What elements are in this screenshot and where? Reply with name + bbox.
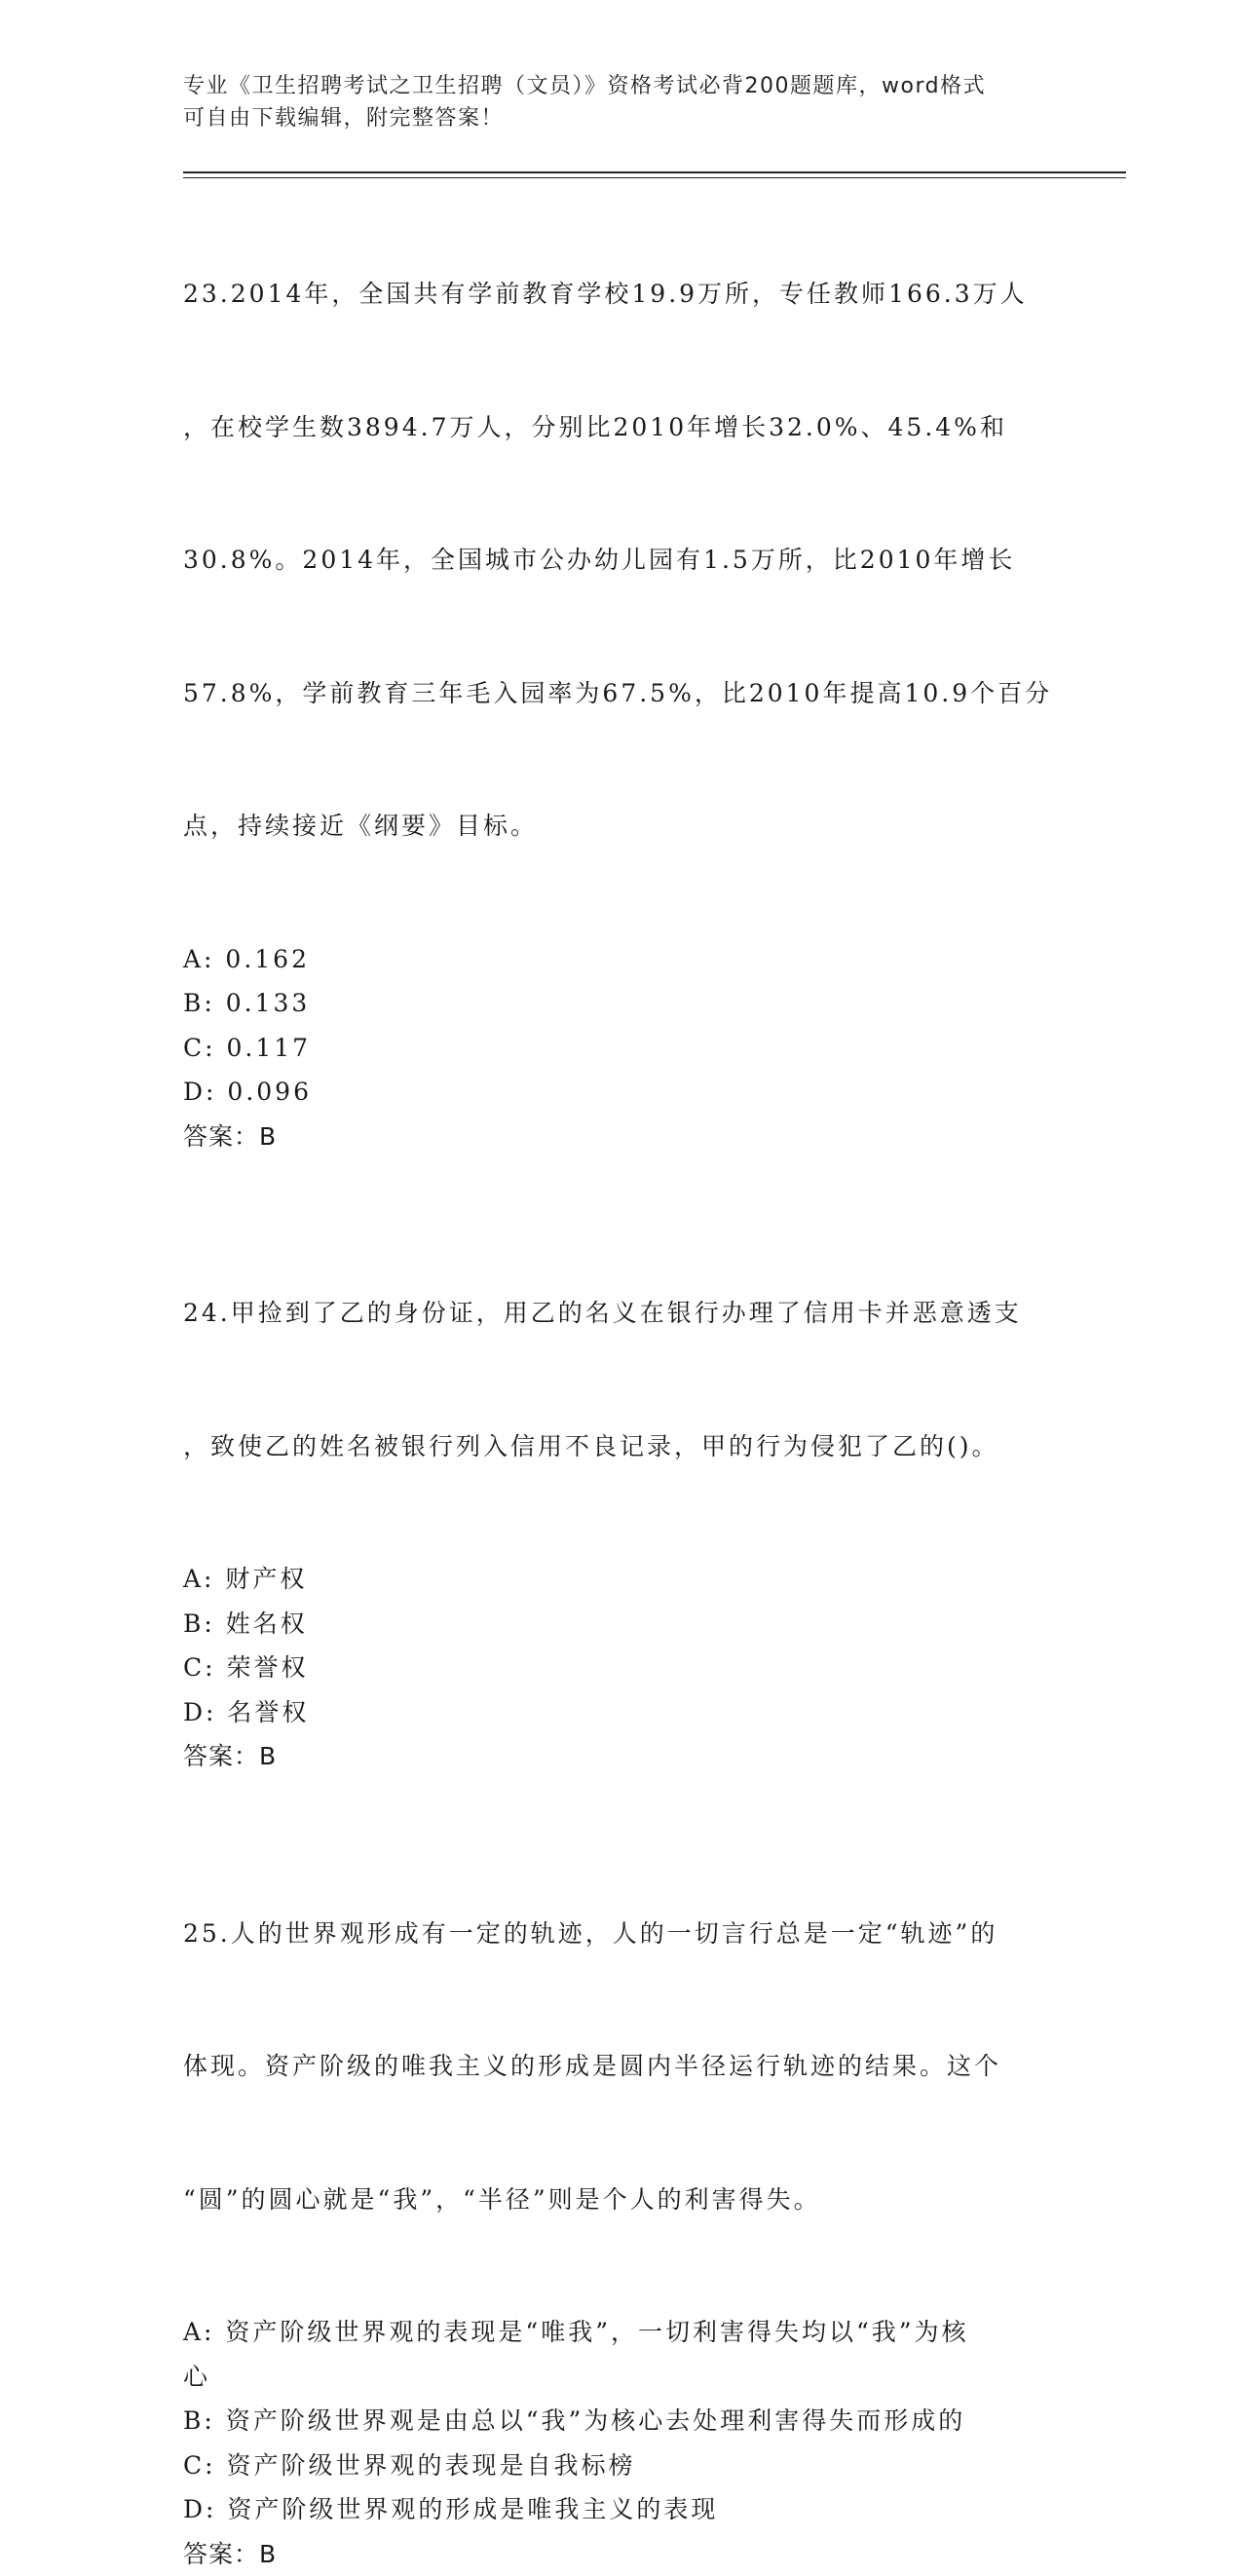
- stem-line: 23.2014年，全国共有学前教育学校19.9万所，专任教师166.3万人: [183, 272, 1060, 317]
- question-list: [183, 183, 1060, 2576]
- option-c: C: 荣誉权: [183, 1646, 1060, 1690]
- option-a-continuation: 心: [183, 2355, 1060, 2400]
- header-title-line-1: 专业《卫生招聘考试之卫生招聘（文员）》资格考试必背200题题库，word格式: [183, 70, 1040, 102]
- option-d: D: 名誉权: [183, 1690, 1060, 1735]
- stem-line: 24.甲捡到了乙的身份证，用乙的名义在银行办理了信用卡并恶意透支: [183, 1291, 1060, 1336]
- stem-line: “圆”的圆心就是“我”，“半径”则是个人的利害得失。: [183, 2178, 1060, 2222]
- option-c: C: 资产阶级世界观的表现是自我标榜: [183, 2443, 1060, 2488]
- question-stem: [183, 1202, 1060, 1557]
- question-stem: [183, 183, 1060, 937]
- answer-label: 答案：B: [183, 1734, 1060, 1779]
- answer-label: 答案：B: [183, 1115, 1060, 1159]
- stem-line: 体现。资产阶级的唯我主义的形成是圆内半径运行轨迹的结果。这个: [183, 2044, 1060, 2089]
- question-spacer: [183, 1779, 1060, 1823]
- header-rule-thick: [183, 171, 1126, 173]
- header-title-line-2: 可自由下载编辑，附完整答案！: [183, 102, 1040, 134]
- option-a: A: 0.162: [183, 937, 1060, 982]
- stem-line: ，致使乙的姓名被银行列入信用不良记录，甲的行为侵犯了乙的()。: [183, 1424, 1060, 1469]
- stem-line: ，在校学生数3894.7万人，分别比2010年增长32.0%、45.4%和: [183, 405, 1060, 450]
- question-spacer: [183, 1158, 1060, 1202]
- question-24: [183, 1202, 1060, 1779]
- option-a: A: 资产阶级世界观的表现是“唯我”，一切利害得失均以“我”为核: [183, 2310, 1060, 2355]
- stem-line: 25.人的世界观形成有一定的轨迹，人的一切言行总是一定“轨迹”的: [183, 1912, 1060, 1956]
- stem-line: 点，持续接近《纲要》目标。: [183, 804, 1060, 849]
- option-a: A: 财产权: [183, 1557, 1060, 1602]
- stem-line: 30.8%。2014年，全国城市公办幼儿园有1.5万所，比2010年增长: [183, 538, 1060, 583]
- option-b: B: 0.133: [183, 981, 1060, 1026]
- question-stem: [183, 1823, 1060, 2311]
- option-b: B: 资产阶级世界观是由总以“我”为核心去处理利害得失而形成的: [183, 2399, 1060, 2443]
- option-c: C: 0.117: [183, 1026, 1060, 1071]
- option-d: D: 0.096: [183, 1070, 1060, 1115]
- answer-label: 答案：B: [183, 2532, 1060, 2576]
- question-25: [183, 1823, 1060, 2576]
- stem-line: 57.8%，学前教育三年毛入园率为67.5%，比2010年提高10.9个百分: [183, 671, 1060, 716]
- option-d: D: 资产阶级世界观的形成是唯我主义的表现: [183, 2487, 1060, 2532]
- document-header: [183, 70, 1040, 134]
- option-b: B: 姓名权: [183, 1602, 1060, 1647]
- question-23: [183, 183, 1060, 1158]
- header-rule-thin: [183, 177, 1126, 178]
